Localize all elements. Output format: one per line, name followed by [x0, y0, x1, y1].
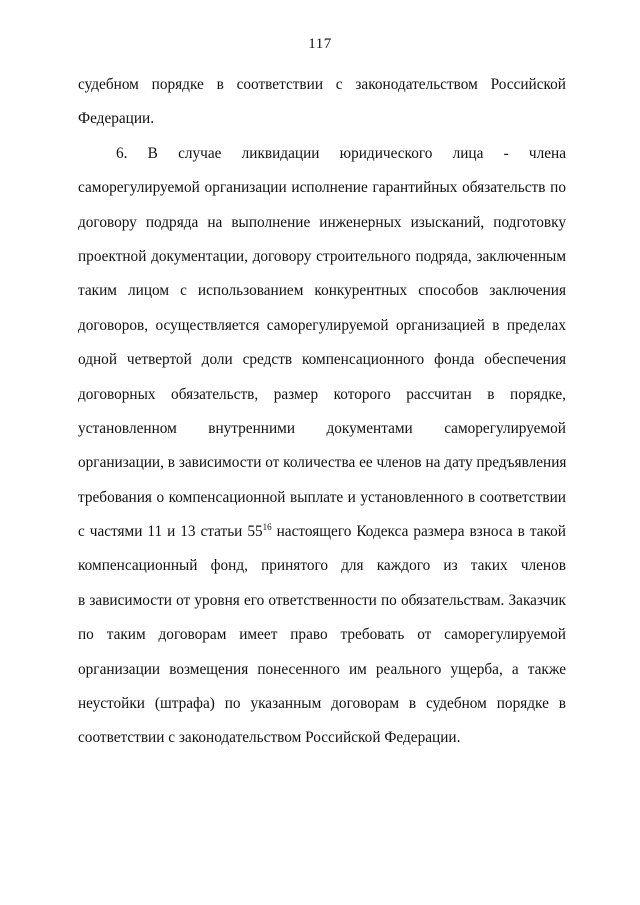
text-line: договорных обязательств, размер которого рассчитан в порядке, — [78, 385, 566, 403]
text-line: в зависимости от уровня его ответственности по обязательствам. Заказчик — [78, 591, 566, 609]
text-line: требования о компенсационной выплате и установленного в соответствии — [78, 488, 566, 506]
text-line: соответствии с законодательством Российской Федерации. — [78, 729, 461, 747]
paragraph-6-first-line: 6. В случае ликвидации юридического лица - члена — [116, 144, 566, 162]
text-line: таким лицом с использованием конкурентных способов заключения — [78, 282, 566, 300]
text-line: организации, в зависимости от количества ее членов на дату предъявления — [78, 454, 567, 472]
reference-text-after: настоящего Кодекса размера взноса в такой — [271, 523, 566, 541]
text-line: договоров, осуществляется саморегулируемой организацией в пределах — [78, 316, 566, 334]
text-line: одной четвертой доли средств компенсационного фонда обеспечения — [78, 351, 566, 369]
text-line: Федерации. — [78, 110, 155, 128]
text-line: проектной документации, договору строительного подряда, заключенным — [78, 247, 566, 265]
text-line: саморегулируемой организации исполнение гарантийных обязательств по — [78, 179, 566, 197]
text-line: организации возмещения понесенного им реального ущерба, а также — [78, 660, 566, 678]
text-line: судебном порядке в соответствии с законодательством Российской — [78, 76, 566, 93]
article-superscript: 16 — [262, 522, 272, 533]
page-number: 117 — [308, 36, 332, 52]
text-line-with-reference — [78, 515, 566, 549]
reference-text-before: с частями 11 и 13 статьи 55 — [78, 523, 263, 541]
document-body — [78, 68, 566, 756]
text-line: договору подряда на выполнение инженерных изысканий, подготовку — [78, 213, 566, 231]
text-line: по таким договорам имеет право требовать от саморегулируемой — [78, 626, 566, 644]
text-line: компенсационный фонд, принятого для каждого из таких членов — [78, 557, 566, 575]
text-line: установленном внутренними документами саморегулируемой — [78, 419, 566, 437]
text-line: неустойки (штрафа) по указанным договорам в судебном порядке в — [78, 695, 566, 713]
